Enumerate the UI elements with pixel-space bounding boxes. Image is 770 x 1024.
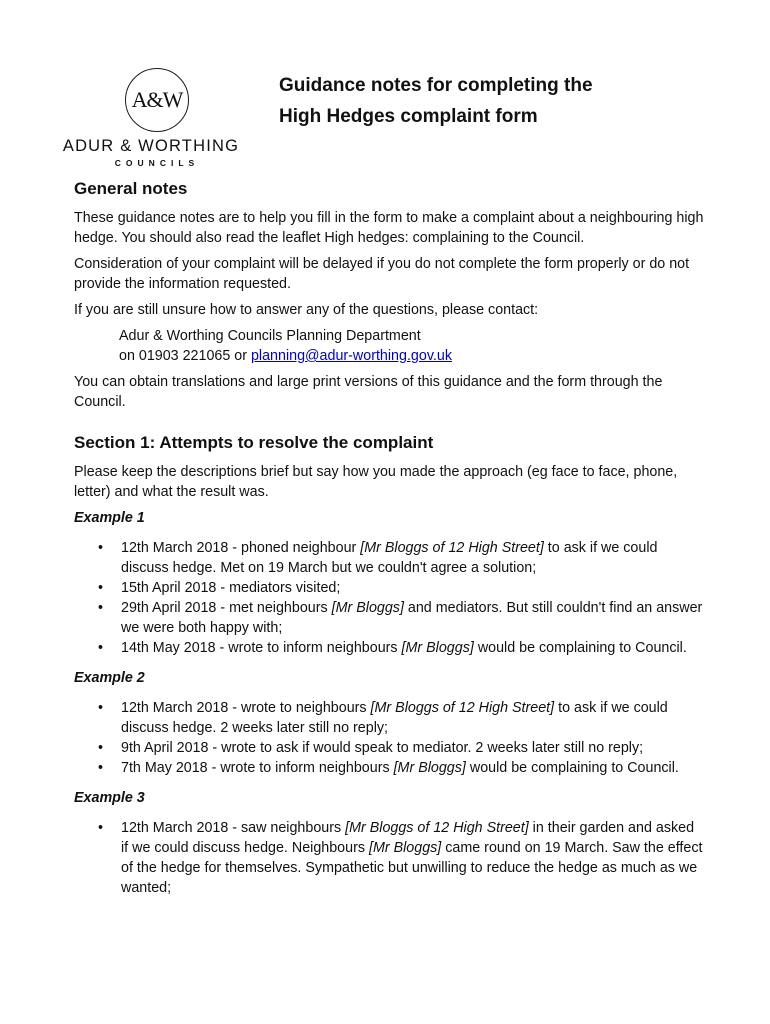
page-title [279, 70, 593, 132]
list-item-text: 12th March 2018 - phoned neighbour [121, 540, 361, 556]
list-item [74, 758, 704, 778]
list-item-text: would be complaining to Council. [465, 760, 679, 776]
document-body [74, 178, 704, 908]
title-line-2: High Hedges complaint form [279, 106, 538, 127]
list-item-text: 14th May 2018 - wrote to inform neighbours [121, 640, 402, 656]
neighbour-reference: [Mr Bloggs of 12 High Street] [345, 820, 529, 836]
section-1-heading: Section 1: Attempts to resolve the complaint [74, 433, 434, 452]
list-item [74, 638, 704, 658]
general-paragraph-4: You can obtain translations and large print versions of this guidance and the form through the Council. [74, 374, 663, 410]
contact-phone: on 01903 221065 or [119, 348, 251, 364]
general-paragraph-3: If you are still unsure how to answer any of the questions, please contact: [74, 302, 539, 318]
list-item-text: 12th March 2018 - wrote to neighbours [121, 700, 371, 716]
example-list [74, 818, 704, 898]
neighbour-reference: [Mr Bloggs] [401, 640, 474, 656]
list-item-text: 12th March 2018 - saw neighbours [121, 820, 346, 836]
logo-name: ADUR & WORTHING [62, 137, 240, 155]
contact-block [74, 326, 704, 366]
logo-monogram: A&W [125, 68, 189, 132]
neighbour-reference: [Mr Bloggs] [331, 600, 404, 616]
neighbour-reference: [Mr Bloggs] [368, 840, 442, 856]
list-item-text: 7th May 2018 - wrote to inform neighbours [121, 760, 394, 776]
general-paragraph-1: These guidance notes are to help you fill in the form to make a complaint about a neighbouring high hedge. You should also read the leaflet High hedges: complaining to the Council. [74, 210, 704, 246]
list-item-text: to ask if we could discuss hedge. Met on 19 March but we couldn't agree a solution; [121, 540, 658, 576]
example-label: Example 2 [74, 670, 145, 686]
list-item-text: 29th April 2018 - met neighbours [121, 600, 332, 616]
list-item [74, 698, 704, 738]
list-item-text: in their garden and asked if we could discuss hedge. Neighbours [121, 820, 695, 856]
neighbour-reference: [Mr Bloggs of 12 High Street] [370, 700, 555, 716]
title-line-1: Guidance notes for completing the [279, 75, 593, 96]
contact-department: Adur & Worthing Councils Planning Department [119, 328, 421, 344]
list-item-text: came round on 19 March. Saw the effect of the hedge for themselves. Sympathetic but unwilling to reduce the hedge as much as we wanted; [121, 840, 703, 896]
list-item-text: 9th April 2018 - wrote to ask if would speak to mediator. 2 weeks later still no reply; [121, 740, 644, 756]
general-notes-heading: General notes [74, 179, 188, 198]
logo-sub: COUNCILS [114, 158, 200, 168]
general-paragraph-2: Consideration of your complaint will be delayed if you do not complete the form properly or do not provide the information requested. [74, 256, 690, 292]
section-1-intro: Please keep the descriptions brief but say how you made the approach (eg face to face, phone, letter) and what the result was. [74, 464, 678, 500]
neighbour-reference: [Mr Bloggs of 12 High Street] [360, 540, 544, 556]
list-item [74, 598, 704, 638]
list-item [74, 578, 704, 598]
list-item-text: would be complaining to Council. [473, 640, 687, 656]
list-item-text: to ask if we could discuss hedge. 2 weeks later still no reply; [121, 700, 668, 736]
contact-email-link[interactable]: planning@adur-worthing.gov.uk [250, 348, 452, 364]
example-list [74, 698, 704, 778]
list-item [74, 818, 704, 898]
council-logo [62, 68, 242, 168]
example-label: Example 3 [74, 790, 145, 806]
list-item [74, 738, 704, 758]
example-list [74, 538, 704, 658]
contact-phone-line [119, 346, 704, 366]
list-item-text: 15th April 2018 - mediators visited; [121, 580, 341, 596]
list-item-text: and mediators. But still couldn't find an answer we were both happy with; [121, 600, 703, 636]
list-item [74, 538, 704, 578]
examples-container [74, 508, 704, 898]
neighbour-reference: [Mr Bloggs] [393, 760, 466, 776]
example-label: Example 1 [74, 510, 145, 526]
